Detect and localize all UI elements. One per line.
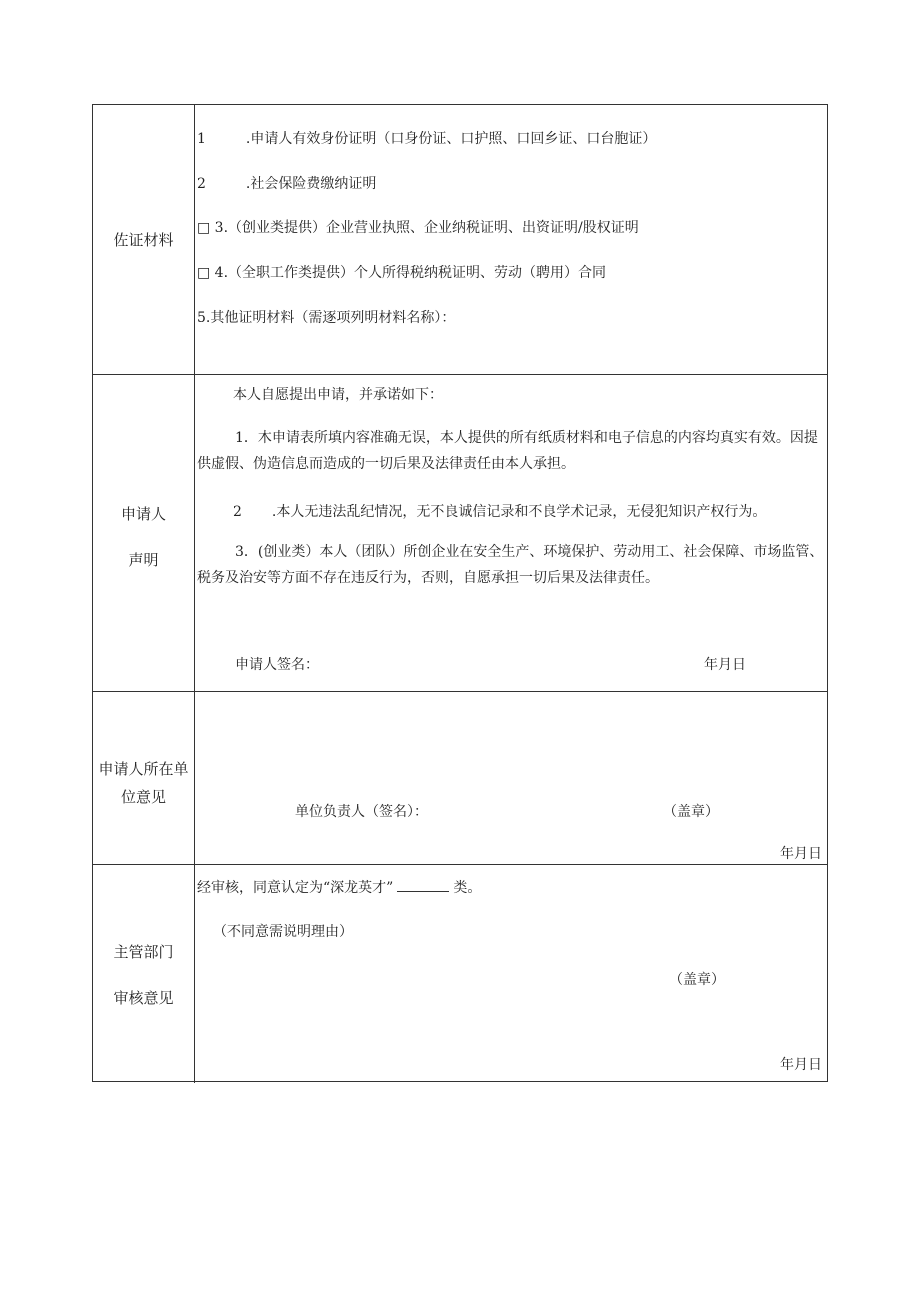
unit-seal-label: （盖章） — [663, 804, 719, 820]
declaration-label-line1: 申请人 — [120, 505, 166, 523]
column-divider — [194, 375, 195, 691]
unit-opinion-label-line1: 申请人所在单 — [98, 760, 189, 778]
material-item-1-text: .申请人有效身份证明（口身份证、口护照、口回乡证、口台胞证） — [245, 131, 657, 147]
material-item-2-text: .社会保险费缴纳证明 — [245, 176, 377, 192]
materials-label: 佐证材料 — [113, 231, 174, 249]
unit-leader-sign-label: 单位负责人（签名）： — [295, 804, 428, 820]
materials-row — [93, 105, 827, 374]
approval-prefix: 经审核，同意认定为“深龙英才” — [197, 880, 394, 896]
material-item-2 — [197, 174, 376, 194]
department-seal-label: （盖章） — [669, 972, 725, 988]
declaration-paragraph-2-text: .本人无违法乱纪情况，无不良诚信记录和不良学术记录，无侵犯知识产权行为。 — [271, 504, 767, 520]
category-blank-field[interactable] — [397, 877, 449, 892]
department-label-line2: 审核意见 — [113, 989, 174, 1007]
unit-opinion-label-line2: 位意见 — [120, 788, 166, 806]
unit-opinion-date: 年月日 — [780, 846, 822, 862]
declaration-paragraph-1: 1．木申请表所填内容准确无误，本人提供的所有纸质材料和电子信息的内容均真实有效。因提供虚假、伪造信息而造成的一切后果及法律责任由本人承担。 — [197, 430, 818, 472]
department-row — [93, 864, 827, 1083]
approval-statement — [197, 877, 481, 898]
material-item-1 — [197, 129, 656, 149]
disagree-note: （不同意需说明理由） — [213, 924, 353, 940]
column-divider — [194, 692, 195, 864]
declaration-label-line2: 声明 — [128, 551, 159, 569]
declaration-paragraph-2 — [233, 502, 766, 522]
department-date: 年月日 — [780, 1057, 822, 1073]
material-item-3[interactable]: □ 3.（创业类提供）企业营业执照、企业纳税证明、出资证明/股权证明 — [197, 220, 639, 236]
declaration-row — [93, 374, 827, 691]
department-label-line1: 主管部门 — [113, 943, 174, 961]
application-form-table — [92, 104, 828, 1082]
unit-opinion-row — [93, 691, 827, 864]
column-divider — [194, 865, 195, 1083]
approval-suffix: 类。 — [453, 880, 482, 896]
material-item-2-number: 2 — [197, 176, 206, 192]
material-item-5: 5.其他证明材料（需逐项列明材料名称）： — [197, 310, 456, 326]
applicant-sign-label: 申请人签名： — [235, 657, 319, 673]
material-item-4[interactable]: □ 4.（全职工作类提供）个人所得税纳税证明、劳动（聘用）合同 — [197, 265, 607, 281]
column-divider — [194, 105, 195, 374]
material-item-1-number: 1 — [197, 131, 206, 147]
declaration-paragraph-2-number: 2 — [233, 504, 242, 520]
declaration-paragraph-3: 3．(创业类）本人（团队）所创企业在安全生产、环境保护、劳动用工、社会保障、市场监管、税务及治安等方面不存在违反行为，否则，自愿承担一切后果及法律责任。 — [197, 544, 824, 586]
declaration-intro: 本人自愿提出申请，并承诺如下： — [233, 387, 443, 403]
declaration-date: 年月日 — [704, 657, 746, 673]
